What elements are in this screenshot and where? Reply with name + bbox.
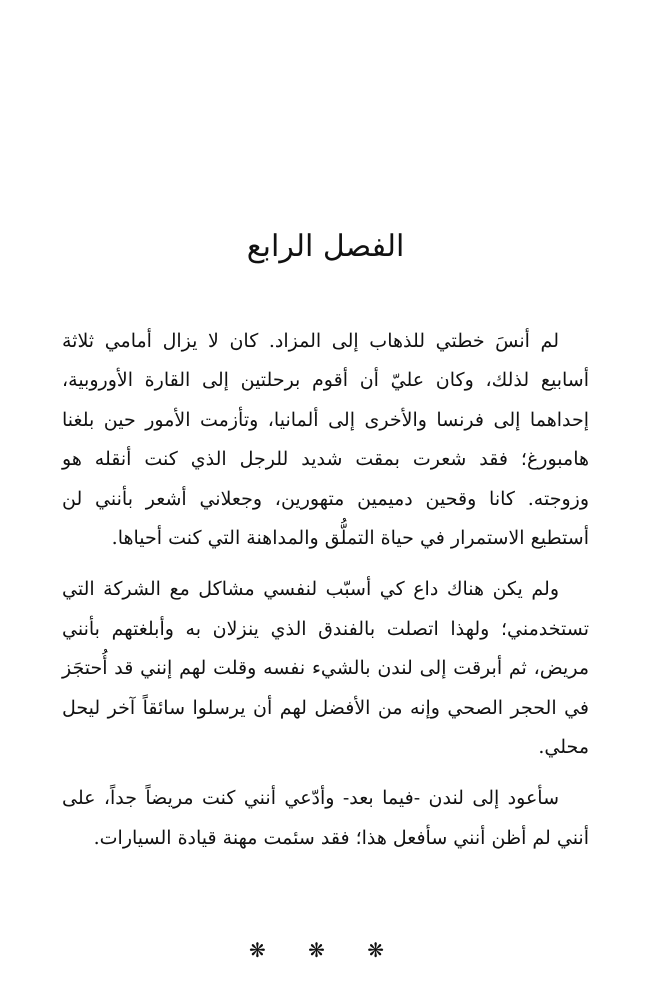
section-separator: ❋ ❋ ❋ <box>249 938 402 962</box>
chapter-body <box>62 322 589 858</box>
paragraph-1: لم أنسَ خطتي للذهاب إلى المزاد. كان لا يزال أمامي ثلاثة أسابيع لذلك، وكان عليّ أن أقوم برحلتين إلى القارة الأوروبية، إحداهما إلى فرنسا والأخرى إلى ألمانيا، وتأزمت الأمور حين بلغنا هامبورغ؛ فقد شعرت بمقت شديد للرجل الذي كنت أنقله هو وزوجته. كانا وقحين دميمين متهورين، وجعلاني أشعر بأنني لن أستطيع الاستمرار في حياة التملُّق والمداهنة التي كنت أحياها. <box>62 330 589 550</box>
chapter-title: الفصل الرابع <box>246 229 405 264</box>
paragraph-2: ولم يكن هناك داع كي أسبّب لنفسي مشاكل مع الشركة التي تستخدمني؛ ولهذا اتصلت بالفندق الذي ينزلان به وأبلغتهم بأنني مريض، ثم أبرقت إلى لندن بالشيء نفسه وقلت لهم إنني قد أُحتجَز في الحجر الصحي وإنه من الأفضل لهم أن يرسلوا سائقاً آخر ليحل محلي. <box>62 578 589 759</box>
paragraph-3: سأعود إلى لندن -فيما بعد- وأدّعي أنني كنت مريضاً جداً، على أنني لم أظن أنني سأفعل هذا؛ فقد سئمت مهنة قيادة السيارات. <box>62 787 589 849</box>
